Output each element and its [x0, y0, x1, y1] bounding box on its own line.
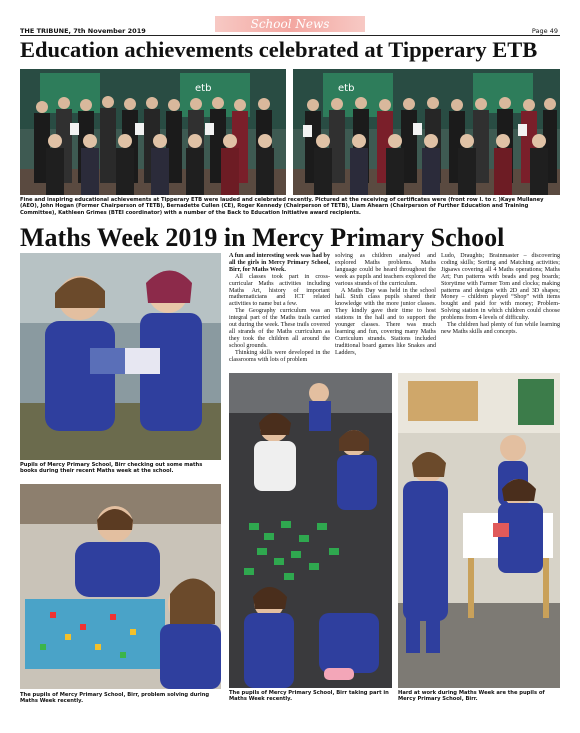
masthead-rule: [20, 35, 560, 36]
article-column-1: [229, 253, 330, 364]
article-paragraph: The Geography curriculum was an integral part of the Maths trails carried out during the week. These trails covered all strands of the Maths curriculum as they took the children all around the school grounds.: [229, 308, 330, 349]
section-banner: [215, 16, 365, 32]
page-number: Page 49: [531, 27, 558, 35]
etb-group-photo-right: [293, 69, 560, 195]
etb-logo-text-left: etb: [195, 83, 212, 94]
article-paragraph: The children had plenty of fun while learning new Maths skills and concepts.: [441, 322, 560, 335]
story1-caption: Fine and inspiring educational achievements at Tipperary ETB were lauded and celebrated recently. Pictured at the receiving of certificates were (front row l. to r. )Kaye Mullaney (AEO), John Hogan (Former Chairperson of TETB), Bernadette Cullen (CE), Roger Kennedy (Chairperson of TETB), Liam Ahearn (Chairperson of Further Education and Training Committee), Kathleen Grimes (BTEI coordinator) with a number of the Back to Education Initiative award recipients.: [20, 197, 544, 216]
article-column-3: [441, 253, 560, 336]
photo-problem-solving: [20, 484, 221, 689]
caption-hard-at-work: Hard at work during Maths Week are the pupils of Mercy Primary School, Birr.: [398, 690, 545, 703]
caption-problem-solving: The pupils of Mercy Primary School, Birr, problem solving during Maths Week recently.: [20, 692, 210, 705]
article-paragraph: Thinking skills were developed in the classrooms with lots of problem: [229, 349, 330, 363]
etb-group-photo-left: [20, 69, 286, 195]
etb-logo-text-right: etb: [338, 83, 355, 94]
article-lead: A fun and interesting week was had by all the girls in Mercy Primary School, Birr, for Maths Week.: [229, 253, 330, 273]
article-paragraph: A Maths Day was held in the school hall. Sixth class pupils shared their knowledge with the more junior classes. They kindly gave their time to host stations in the hall and to support the younger classes. There was much learning and fun, covering many Maths Curriculum strands. Stations included traditional board games like Snakes and Ladders,: [335, 287, 436, 356]
article-paragraph: Ludo, Draughts; Brainmaster – discovering coding skills; Sorting and Matching activities; Jigsaws covering all 4 Maths operations; Maths Art; Fun patterns with beads and peg boards; Storytime with Farmer Tom and clocks; making patterns and designs with 2D and 3D shapes; Money – children played “Shop” with items bought and paid for with money; Problem-Solving station in which children could choose problems from 4 levels of difficulty.: [441, 253, 560, 322]
article-column-2: [335, 253, 436, 357]
caption-books: Pupils of Mercy Primary School, Birr checking out some maths books during their recent Maths week at the school.: [20, 462, 203, 475]
photo-number-cards: [229, 373, 392, 688]
paper-date: THE TRIBUNE, 7th November 2019: [20, 27, 146, 35]
caption-number-cards: The pupils of Mercy Primary School, Birr taking part in Maths Week recently.: [229, 690, 389, 703]
story1-headline: Education achievements celebrated at Tipperary ETB: [20, 37, 538, 62]
section-title: School News: [250, 17, 330, 31]
photo-books: [20, 253, 221, 460]
story2-headline: Maths Week 2019 in Mercy Primary School: [20, 223, 505, 252]
article-paragraph: All classes took part in cross-curricular Maths activities including Maths Art, history of important mathematicians and ICT related activities to name but a few.: [229, 273, 330, 308]
article-paragraph: solving as children analysed and explored Maths problems. Maths language could be heard throughout the week as pupils and teachers explored the various strands of the curriculum.: [335, 253, 436, 287]
photo-hard-at-work: [398, 373, 560, 688]
